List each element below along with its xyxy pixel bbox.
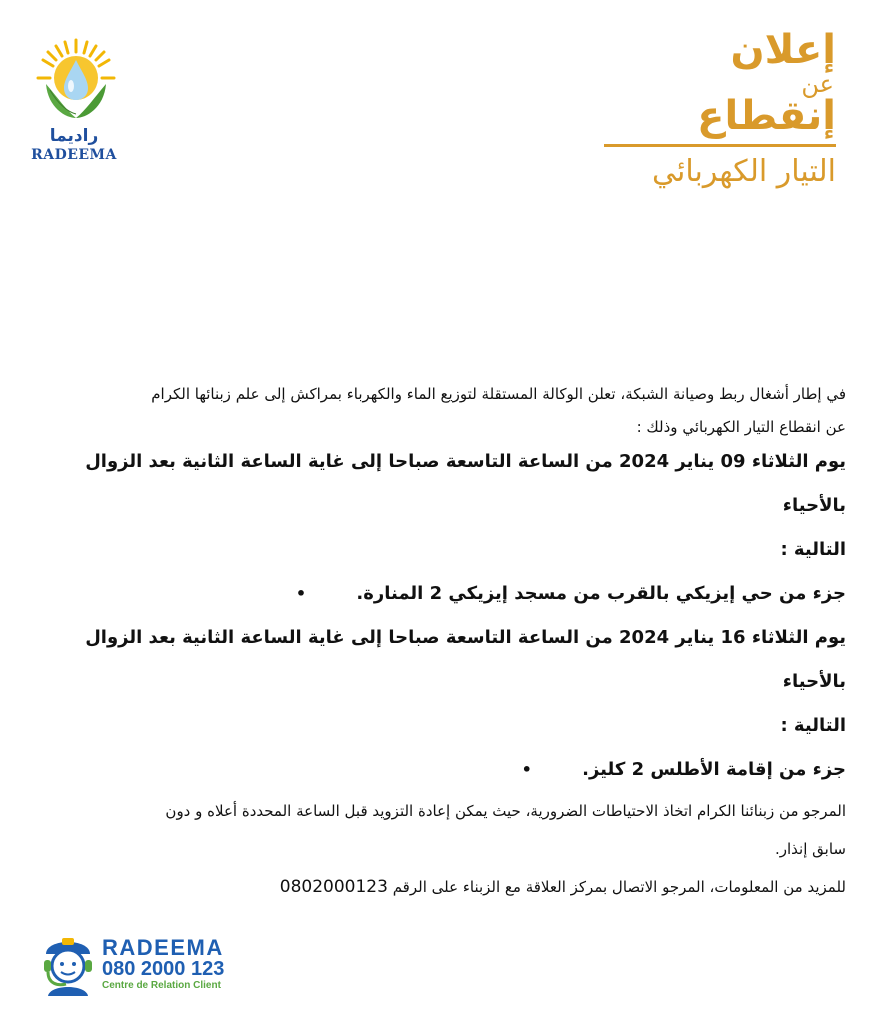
day1-heading-cont: التالية :: [780, 539, 846, 560]
logo-latin-name: RADEEMA: [31, 147, 117, 163]
bullet-icon: •: [295, 584, 307, 603]
notice-line-1: المرجو من زبنائنا الكرام اتخاذ الاحتياطات الضرورية، حيث يمكن إعادة التزويد قبل الساعة المحددة أعلاه و دون: [165, 802, 846, 820]
radeema-logo: [28, 34, 128, 169]
title-line-about: عن: [801, 70, 834, 98]
badge-phone-number: 080 2000 123: [102, 958, 225, 980]
day1-list-item: [30, 572, 846, 616]
contact-text: للمزيد من المعلومات، المرجو الاتصال بمركز العلاقة مع الزبناء على الرقم: [392, 878, 846, 896]
notice-line-2: سابق إنذار.: [775, 840, 846, 858]
contact-line: [30, 868, 846, 906]
agent-headset-icon: [36, 930, 100, 998]
customer-center-badge: [36, 930, 246, 998]
intro-line-2: عن انقطاع التيار الكهربائي وذلك :: [636, 418, 846, 436]
bullet-icon: •: [521, 760, 532, 779]
intro-line-1: في إطار أشغال ربط وصيانة الشبكة، تعلن الوكالة المستقلة لتوزيع الماء والكهرباء بمراكش إلى علم زبنائها الكرام: [151, 385, 846, 403]
announcement-title: [596, 28, 836, 189]
day2-list-item: [30, 748, 846, 792]
day1-item-text: جزء من حي إيزيكي بالقرب من مسجد إيزيكي 2 المنارة.: [356, 583, 846, 604]
title-line-outage: إنقطاع: [697, 93, 836, 139]
badge-brand-name: RADEEMA: [102, 935, 224, 960]
day2-item-text: جزء من إقامة الأطلس 2 كليز.: [582, 759, 846, 780]
badge-subtitle: Centre de Relation Client: [102, 980, 221, 991]
announcement-body: [30, 374, 846, 906]
title-line-electricity: التيار الكهربائي: [651, 154, 836, 189]
logo-arabic-name: راديما: [49, 126, 99, 146]
contact-phone-number: 0802000123: [279, 877, 388, 897]
day2-heading: يوم الثلاثاء 16 يناير 2024 من الساعة التاسعة صباحا إلى غاية الساعة الثانية بعد الزوال بالأحياء: [85, 627, 846, 692]
title-divider: [604, 144, 836, 147]
day1-heading: يوم الثلاثاء 09 يناير 2024 من الساعة التاسعة صباحا إلى غاية الساعة الثانية بعد الزوال بالأحياء: [85, 451, 846, 516]
sun-drop-icon: [36, 34, 116, 126]
title-line-announcement: إعلان: [730, 27, 836, 73]
day2-heading-cont: التالية :: [780, 715, 846, 736]
